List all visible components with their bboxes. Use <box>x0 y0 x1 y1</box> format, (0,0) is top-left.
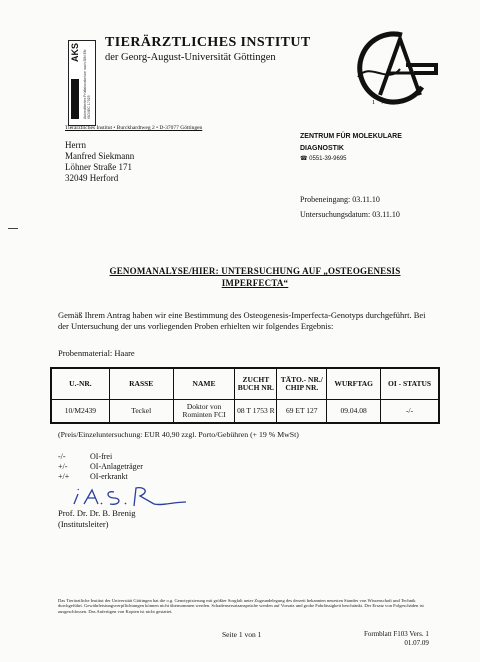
table-header-row <box>52 369 439 400</box>
institute-subtitle: der Georg-August-Universität Göttingen <box>105 52 276 63</box>
cell-rasse: Teckel <box>109 400 173 423</box>
legend-text: OI-erkrankt <box>90 472 128 481</box>
examination-date: Untersuchungsdatum: 03.11.10 <box>300 210 400 219</box>
document-heading <box>90 265 420 289</box>
cell-wurftag: 09.04.08 <box>327 400 381 423</box>
heading-line1: GENOMANALYSE/HIER: UNTERSUCHUNG AUF „OSTEOGENESIS <box>109 266 401 276</box>
form-version <box>364 630 429 648</box>
handwritten-signature <box>70 484 190 510</box>
signatory-name: Prof. Dr. Dr. B. Brenig <box>58 508 136 518</box>
recipient-address <box>65 140 134 184</box>
aks-logo-text: AKS <box>70 43 80 63</box>
fold-mark <box>8 228 18 229</box>
sample-material: Probenmaterial: Haare <box>58 348 135 358</box>
cell-u-nr: 10/M2439 <box>52 400 110 423</box>
header-cell-rasse: RASSE <box>109 369 173 400</box>
cell-oi-status: -/- <box>381 400 439 423</box>
cell-taeto-chip: 69 ET 127 <box>277 400 327 423</box>
intro-paragraph: Gemäß Ihrem Antrag haben wir eine Bestimmung des Osteogenesis-Imperfecta-Genotyps durchgeführt. Bei der Untersuchung der uns vorliegenden Proben erhielten wir folgendes Ergebnis: <box>58 310 426 331</box>
legal-disclaimer: Das Tierärztliche Institut der Universität Göttingen hat die o.g. Genotypisierung mit größter Sorgfalt unter Zugrundelegung des derzeit bekannten neuesten Standes von Wissenschaft und Technik durchgeführt. Gewährleistungsverpflichtungen können nicht übernommen werden. Schadensersatzansprüche werden auf Vorsatz und grobe Fahrlässigkeit beschränkt. Der Ersatz von Folgeschäden ist ausgeschlossen. Das Anfertigen von Kopien ist nicht gestattet. <box>58 598 424 614</box>
legend-code: -/- <box>58 452 66 461</box>
signatory <box>58 508 135 529</box>
recipient-city: 32049 Herford <box>65 173 119 183</box>
cell-zuchtbuch: 08 T 1753 R <box>235 400 277 423</box>
page-number: Seite 1 von 1 <box>222 630 262 639</box>
legend-text: OI-frei <box>90 452 113 461</box>
sample-received-date: Probeneingang: 03.11.10 <box>300 195 380 204</box>
header-cell-oi-status: OI - STATUS <box>381 369 439 400</box>
institute-title: TIERÄRZTLICHES INSTITUT <box>105 35 311 50</box>
recipient-street: Löhner Straße 171 <box>65 162 132 172</box>
form-id: Formblatt F103 Vers. 1 <box>364 630 429 638</box>
price-note: (Preis/Einzeluntersuchung: EUR 40,90 zzgl. Porto/Gebühren (+ 19 % MwSt) <box>58 430 299 439</box>
header-cell-zuchtbuch: ZUCHT BUCH NR. <box>235 369 277 400</box>
center-name-line1: ZENTRUM FÜR MOLEKULARE <box>300 133 402 140</box>
cell-name: Doktor von Rominten FCI <box>173 400 235 423</box>
center-phone: ☎ 0551-39-9695 <box>300 156 347 162</box>
legend-item <box>58 472 143 482</box>
aks-logo-bar <box>71 79 79 119</box>
legend-item <box>58 462 143 472</box>
form-date: 01.07.09 <box>404 639 429 647</box>
header-cell-name: NAME <box>173 369 235 400</box>
emblem-year: 1 7 3 7 <box>372 99 404 106</box>
header-cell-wurftag: WURFTAG <box>327 369 381 400</box>
results-table <box>51 368 439 423</box>
legend-item <box>58 452 143 462</box>
status-legend <box>58 452 143 482</box>
heading-line2: IMPERFECTA“ <box>221 278 289 288</box>
legend-code: +/- <box>58 462 68 471</box>
recipient-name: Manfred Siekmann <box>65 151 135 161</box>
sender-line: Tierärztliches Institut • Burckhardtweg 2 • D-37077 Göttingen <box>65 125 203 131</box>
header-cell-u-nr: U.-NR. <box>52 369 110 400</box>
legend-code: +/+ <box>58 472 70 481</box>
center-name <box>300 131 402 155</box>
aks-logo <box>68 40 96 126</box>
aks-logo-caption: Akkreditiertes Prüflaboratorium nach DIN EN ISO/IEC 17025 <box>83 49 91 119</box>
header-cell-taeto-chip: TÄTO.- NR./ CHIP NR. <box>277 369 327 400</box>
table-row <box>52 400 439 423</box>
signatory-role: (Institutsleiter) <box>58 518 109 529</box>
center-name-line2: DIAGNOSTIK <box>300 145 344 152</box>
legend-text: OI-Anlageträger <box>90 462 143 471</box>
recipient-salutation: Herrn <box>65 140 86 150</box>
